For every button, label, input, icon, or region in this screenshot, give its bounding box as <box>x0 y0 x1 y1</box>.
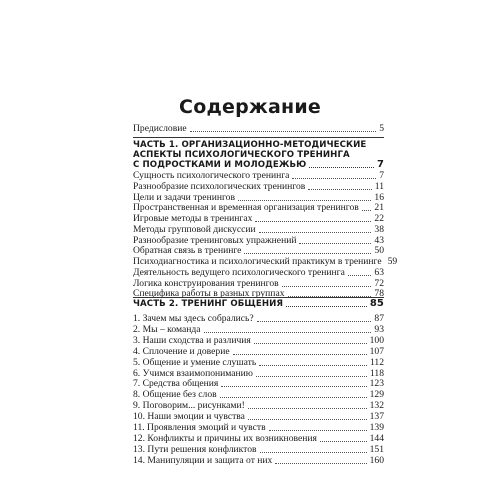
entry-page: 5 <box>379 123 384 134</box>
toc-entry <box>133 378 384 389</box>
entry-label: Специфика работы в разных группах <box>133 288 285 300</box>
leader-dots <box>220 397 367 398</box>
part1-page: 7 <box>376 159 384 170</box>
leader-dots <box>238 200 371 201</box>
leader-dots <box>320 441 367 442</box>
entry-label: 7. Средства общения <box>133 378 219 390</box>
leader-dots <box>269 430 367 431</box>
leader-dots <box>233 354 367 355</box>
leader-dots <box>286 306 367 307</box>
toc-entry <box>133 335 384 346</box>
toc-entry <box>133 357 384 368</box>
toc-entry <box>133 267 384 278</box>
leader-dots <box>255 221 371 222</box>
page-title: Содержание <box>179 96 321 118</box>
toc-entry <box>133 224 384 235</box>
entry-page: 160 <box>369 454 384 466</box>
leader-dots <box>248 408 367 409</box>
entry-label: 10. Наши эмоции и чувства <box>133 411 245 423</box>
entry-page: 63 <box>374 266 384 278</box>
entry-page: 107 <box>369 345 384 357</box>
leader-dots <box>256 376 367 377</box>
section-rule <box>133 137 384 138</box>
toc-entry <box>133 213 384 224</box>
entry-label: 8. Общение без слов <box>133 389 217 401</box>
entry-label: 14. Манипуляции и защита от них <box>133 454 273 466</box>
leader-dots <box>299 243 371 244</box>
toc-entry <box>133 313 384 324</box>
entry-label: Разнообразие психологических тренингов <box>133 180 306 192</box>
entry-label: 1. Зачем мы здесь собрались? <box>133 313 254 324</box>
leader-dots <box>244 253 371 254</box>
toc-entry <box>133 235 384 246</box>
toc-entry <box>133 411 384 422</box>
leader-dots <box>190 131 377 132</box>
part1-heading <box>133 140 384 170</box>
part1-heading-line-2: АСПЕКТЫ ПСИХОЛОГИЧЕСКОГО ТРЕНИНГА <box>133 150 350 160</box>
toc-entry <box>133 278 384 289</box>
entry-label: Игровые методы в тренингах <box>133 213 253 224</box>
entry-label: 11. Проявления эмоций и чувств <box>133 422 266 433</box>
entry-page: 132 <box>369 400 384 412</box>
leader-dots <box>221 386 366 387</box>
entry-page: 139 <box>369 422 384 433</box>
toc-entry <box>133 455 384 466</box>
toc-entry <box>133 368 384 379</box>
entry-label: Пространственная и временная организация тренингов <box>133 202 359 214</box>
leader-dots <box>308 189 371 190</box>
part1-heading-line-1: ЧАСТЬ 1. ОРГАНИЗАЦИОННО-МЕТОДИЧЕСКИЕ <box>133 140 367 150</box>
leader-dots <box>257 321 372 322</box>
entry-page: 7 <box>379 170 384 181</box>
entry-page: 78 <box>374 288 384 300</box>
entry-label: Методы групповой дискуссии <box>133 223 256 235</box>
toc-entry <box>133 324 384 335</box>
toc-entry <box>133 433 384 444</box>
leader-dots <box>259 232 372 233</box>
entry-page: 137 <box>369 411 384 423</box>
entry-page: 151 <box>369 443 384 455</box>
entry-label: Обратная связь в тренинге <box>133 245 242 257</box>
leader-dots <box>275 463 366 464</box>
section-rule <box>133 297 384 298</box>
entry-label: 12. Конфликты и причины их возникновения <box>133 432 317 444</box>
entry-label: Психодиагностика и психологический практикум в тренинге <box>133 256 382 267</box>
entry-page: 59 <box>387 256 398 267</box>
leader-dots <box>282 286 372 287</box>
entry-page: 93 <box>374 323 384 335</box>
entry-page: 100 <box>369 334 384 346</box>
entry-label: Разнообразие тренинговых упражнений <box>133 234 297 246</box>
entry-page: 21 <box>374 202 384 214</box>
entry-label: Сущность психологического тренинга <box>133 170 290 181</box>
entry-page: 16 <box>374 191 384 203</box>
part1-heading-line-3: С ПОДРОСТКАМИ И МОЛОДЕЖЬЮ <box>133 160 307 170</box>
leader-dots <box>292 178 376 179</box>
entry-label: 4. Сплочение и доверие <box>133 345 230 357</box>
entry-page: 129 <box>369 389 384 401</box>
entry-label: Деятельность ведущего психологического тренинга <box>133 266 345 278</box>
toc-entry <box>133 444 384 455</box>
entry-page: 38 <box>374 223 384 235</box>
part2-page: 85 <box>369 298 384 309</box>
leader-dots <box>362 210 372 211</box>
toc-entry <box>133 256 398 267</box>
toc-entry <box>133 170 384 181</box>
entry-label: Цели и задачи тренингов <box>133 191 235 203</box>
entry-label: 2. Мы – команда <box>133 323 201 335</box>
toc-entry <box>133 192 384 203</box>
toc-entry <box>133 389 384 400</box>
leader-dots <box>348 275 372 276</box>
entry-label: 9. Поговорим... рисунками! <box>133 400 245 412</box>
toc-entry <box>133 346 384 357</box>
toc-entry <box>133 245 384 256</box>
leader-dots <box>248 419 367 420</box>
entry-page: 43 <box>374 234 384 246</box>
leader-dots <box>204 332 372 333</box>
toc-entry-preface <box>133 123 384 134</box>
entry-page: 118 <box>369 367 384 379</box>
leader-dots <box>259 365 367 366</box>
leader-dots <box>309 167 374 168</box>
toc-entry <box>133 422 384 433</box>
entry-label: 3. Наши сходства и различия <box>133 334 251 346</box>
entry-label: 6. Учимся взаимопониманию <box>133 367 253 379</box>
entry-page: 11 <box>374 180 384 192</box>
entry-page: 123 <box>369 378 384 390</box>
toc-entry <box>133 181 384 192</box>
part2-heading-line: ЧАСТЬ 2. ТРЕНИНГ ОБЩЕНИЯ <box>133 299 284 309</box>
toc-entry <box>133 400 384 411</box>
entry-label: Предисловие <box>133 123 187 134</box>
entry-label: 13. Пути решения конфликтов <box>133 443 257 455</box>
leader-dots <box>254 343 367 344</box>
entry-label: 5. Общение и умение слушать <box>133 356 257 368</box>
part2-heading <box>133 299 384 309</box>
entry-page: 22 <box>374 213 384 224</box>
leader-dots <box>260 452 367 453</box>
entry-page: 50 <box>374 245 384 257</box>
entry-page: 144 <box>369 432 384 444</box>
entry-page: 87 <box>374 313 384 324</box>
entry-page: 72 <box>374 277 384 289</box>
toc-entry <box>133 202 384 213</box>
entry-page: 112 <box>369 356 384 368</box>
entry-label: Логика конструирования тренингов <box>133 277 279 289</box>
